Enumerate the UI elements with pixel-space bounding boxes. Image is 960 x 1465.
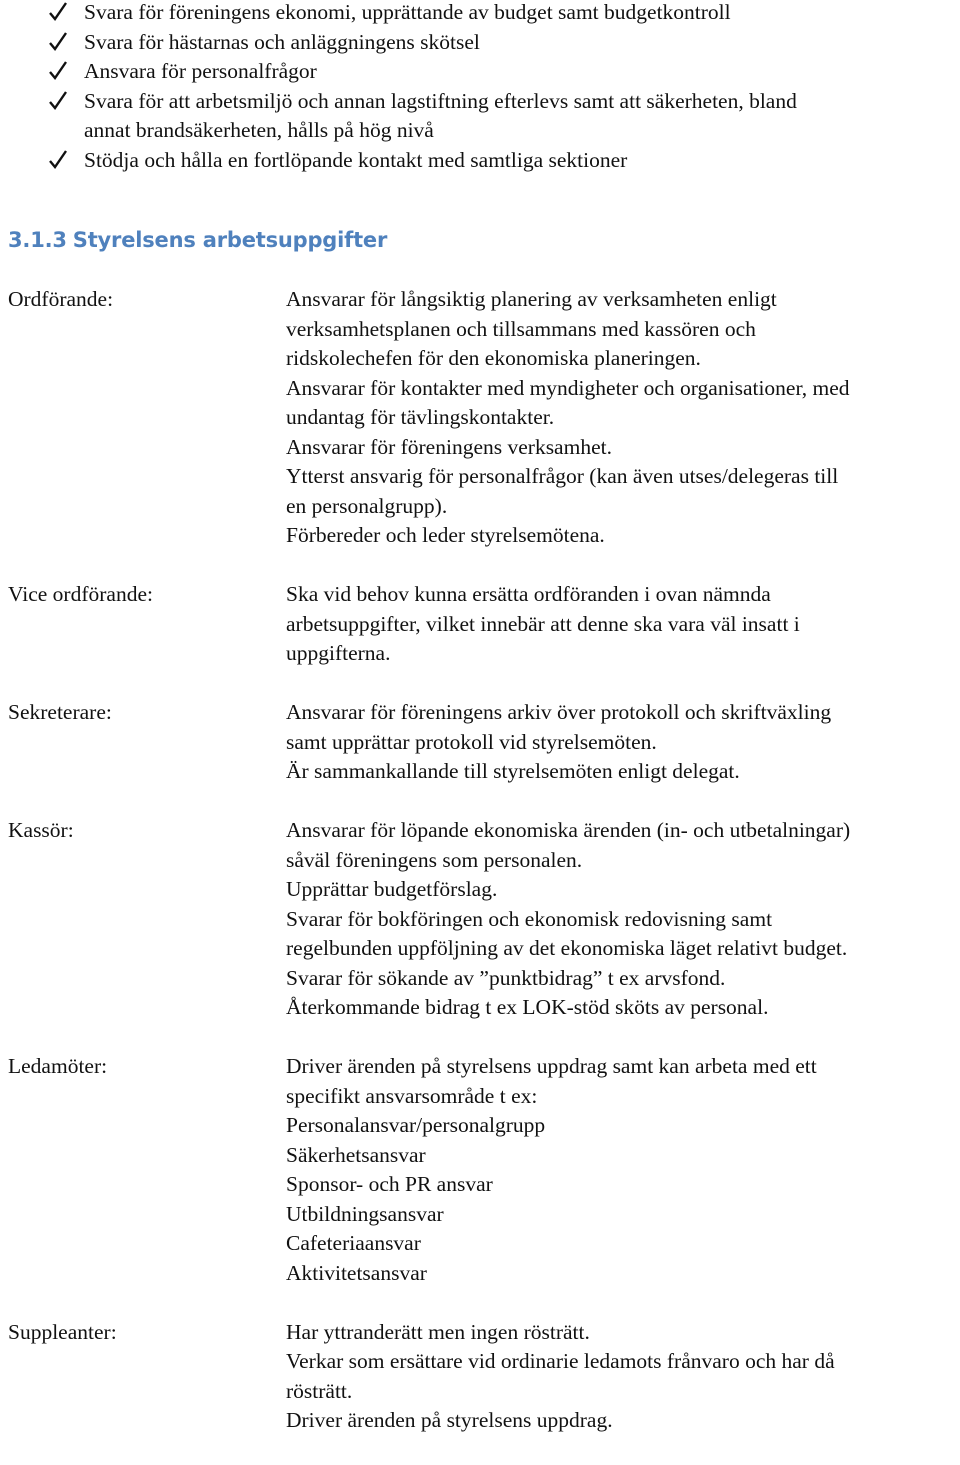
role-label: Ordförande: [8, 287, 114, 311]
role-description-line: Verkar som ersättare vid ordinarie ledamots frånvaro och har då [286, 1349, 835, 1373]
role-description-line: specifikt ansvarsområde t ex: [286, 1083, 538, 1108]
role-description-line: Ytterst ansvarig för personalfrågor (kan även utses/delegeras till [286, 464, 839, 488]
section-heading [8, 225, 387, 255]
checklist-item-line: Svara för hästarnas och anläggningens skötsel [84, 29, 480, 54]
checklist-item-line: annat brandsäkerheten, hålls på hög nivå [84, 118, 434, 142]
role-description-line: uppgifterna. [286, 641, 391, 665]
role-description-line: undantag för tävlingskontakter. [286, 405, 555, 429]
role-description [286, 1052, 960, 1288]
role-description-line: Är sammankallande till styrelsemöten enligt delegat. [286, 759, 740, 783]
checklist-item-line: Ansvara för personalfrågor [84, 59, 317, 83]
responsibility-checklist [48, 0, 948, 175]
role-deputies [8, 1318, 960, 1436]
role-description-line: regelbunden uppföljning av det ekonomiska läget relativt budget. [286, 936, 848, 960]
role-description-line: Har yttranderätt men ingen rösträtt. [286, 1319, 590, 1344]
role-description-line: Ansvarar för långsiktig planering av verksamheten enligt [286, 287, 777, 311]
role-description-line: ridskolechefen för den ekonomiska planeringen. [286, 346, 701, 370]
role-vice-chair [8, 580, 960, 669]
role-description-line: Ansvarar för föreningens arkiv över protokoll och skriftväxling [286, 700, 832, 724]
role-secretary [8, 698, 960, 787]
role-description-line: Säkerhetsansvar [286, 1142, 426, 1167]
checklist-item [48, 57, 948, 87]
checklist-item [48, 146, 948, 176]
role-label: Sekreterare: [8, 700, 112, 724]
role-description [286, 698, 960, 787]
role-description-line: verksamhetsplanen och tillsammans med kassören och [286, 316, 756, 341]
board-roles [8, 285, 960, 1465]
role-description-line: rösträtt. [286, 1378, 353, 1403]
role-description-line: Aktivitetsansvar [286, 1260, 427, 1285]
role-description-line: Driver ärenden på styrelsens uppdrag samt kan arbeta med ett [286, 1054, 817, 1078]
role-description-line: Cafeteriaansvar [286, 1231, 421, 1255]
checklist-item [48, 0, 948, 28]
role-description-line: samt upprättar protokoll vid styrelsemöten. [286, 729, 657, 754]
checklist-item-line: Svara för att arbetsmiljö och annan lagstiftning efterlevs samt att säkerheten, bland [84, 88, 797, 113]
checklist-item-line: Stödja och hålla en fortlöpande kontakt med samtliga sektioner [84, 147, 628, 172]
role-treasurer [8, 816, 960, 1023]
role-members [8, 1052, 960, 1288]
role-label: Kassör: [8, 818, 74, 842]
role-description-line: arbetsuppgifter, vilket innebär att denne ska vara väl insatt i [286, 611, 800, 636]
role-description-line: Ansvarar för kontakter med myndigheter och organisationer, med [286, 375, 850, 400]
role-description [286, 580, 960, 669]
role-description-line: Personalansvar/personalgrupp [286, 1113, 546, 1137]
checklist-item-line: Svara för föreningens ekonomi, upprättande av budget samt budgetkontroll [84, 0, 731, 24]
role-description-line: Förbereder och leder styrelsemötena. [286, 523, 605, 547]
role-description-line: Sponsor- och PR ansvar [286, 1172, 493, 1196]
role-description-line: Driver ärenden på styrelsens uppdrag. [286, 1408, 613, 1432]
role-description-line: Utbildningsansvar [286, 1201, 444, 1226]
role-description-line: Svarar för bokföringen och ekonomisk redovisning samt [286, 906, 773, 931]
role-description-line: Ansvarar för föreningens verksamhet. [286, 434, 612, 459]
role-label: Suppleanter: [8, 1319, 117, 1344]
role-description-line: Ska vid behov kunna ersätta ordföranden i ovan nämnda [286, 582, 771, 606]
checkmark-icon [48, 87, 68, 116]
checklist-item [48, 87, 948, 146]
role-description-line: Svarar för sökande av ”punktbidrag” t ex arvsfond. [286, 965, 726, 990]
role-description [286, 1318, 960, 1436]
role-description [286, 816, 960, 1023]
role-description-line: Återkommande bidrag t ex LOK-stöd sköts av personal. [286, 995, 769, 1019]
checkmark-icon [48, 57, 68, 86]
role-label: Vice ordförande: [8, 582, 153, 606]
role-description-line: en personalgrupp). [286, 493, 448, 518]
role-label: Ledamöter: [8, 1054, 108, 1078]
role-description-line: Upprättar budgetförslag. [286, 877, 498, 901]
section-number: 3.1.3 [8, 228, 67, 252]
checkmark-icon [48, 0, 68, 27]
section-title: Styrelsens arbetsuppgifter [72, 228, 388, 252]
role-chair [8, 285, 960, 551]
checklist-item [48, 28, 948, 58]
checkmark-icon [48, 28, 68, 57]
role-description-line: Ansvarar för löpande ekonomiska ärenden (in- och utbetalningar) [286, 818, 851, 842]
checkmark-icon [48, 146, 68, 175]
role-description-line: såväl föreningens som personalen. [286, 847, 583, 872]
role-description [286, 285, 960, 551]
